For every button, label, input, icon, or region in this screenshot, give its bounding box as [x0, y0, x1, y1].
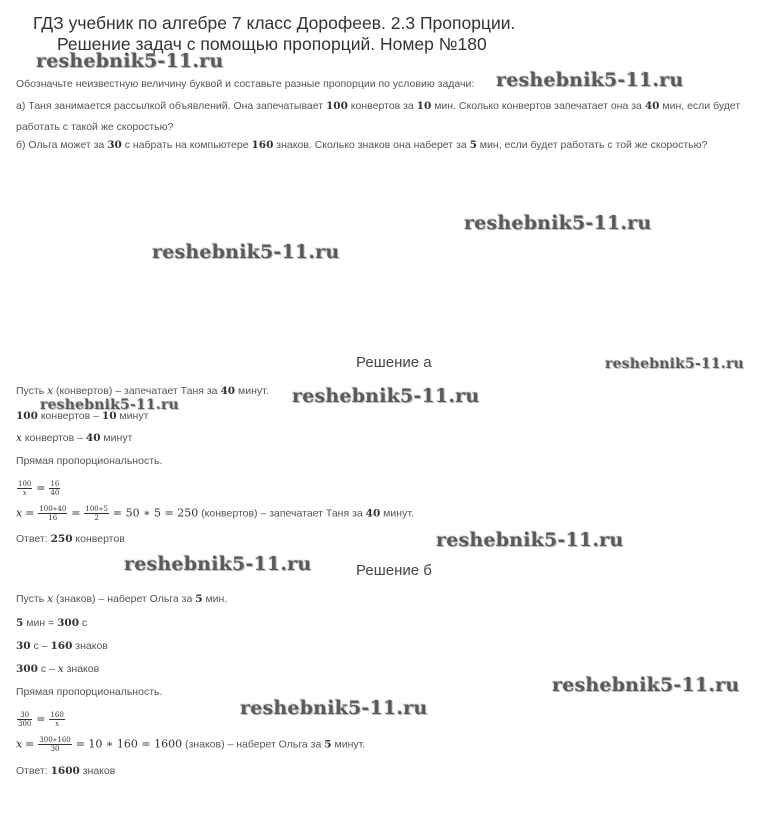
- solution-b-type: Прямая пропорциональность.: [16, 686, 163, 698]
- solution-a-row-2: x конвертов – 40 минут: [16, 432, 133, 444]
- task-intro: Обозначьте неизвестную величину буквой и составьте разные пропорции по условию задачи:: [16, 78, 475, 90]
- watermark: reshebnik5-11.ru: [36, 50, 224, 72]
- solution-b-proportion: $\frac{30}{300}$ = $\frac{160}{x}$: [18, 711, 64, 728]
- solution-b-calculation: x = $\frac{300∗160}{30}$ = 10 ∗ 160 = 1600 (знаков) – наберет Ольга за 5 минут.: [16, 736, 366, 753]
- solution-a-calculation: x = $\frac{100∗40}{16}$ = $\frac{100∗5}{2}$ = 50 ∗ 5 = 250 (конвертов) – запечатает Таня за 40 минут.: [16, 505, 414, 522]
- solution-a-answer: Ответ: 250 конвертов: [16, 533, 125, 545]
- task-b: б) Ольга может за 30 с набрать на компьютере 160 знаков. Сколько знаков она наберет за 5 мин, если будет работать с той же скоростью?: [16, 139, 708, 151]
- solution-b-row-2: 300 с – x знаков: [16, 663, 100, 675]
- solution-b-let: Пусть x (знаков) – наберет Ольга за 5 мин.: [16, 593, 228, 605]
- solution-b-answer: Ответ: 1600 знаков: [16, 765, 116, 777]
- solution-a-type: Прямая пропорциональность.: [16, 455, 163, 467]
- task-a: а) Таня занимается рассылкой объявлений. Она запечатывает 100 конвертов за 10 мин. Сколько конвертов запечатает она за 40 мин, если будет работать с такой же скоростью?: [16, 100, 741, 133]
- solution-a-heading: Решение а: [356, 354, 432, 371]
- solution-b-row-1: 30 с – 160 знаков: [16, 640, 108, 652]
- watermark: reshebnik5-11.ru: [552, 674, 740, 696]
- solution-a-row-1: 100 конвертов – 10 минут: [16, 410, 149, 422]
- watermark: reshebnik5-11.ru: [605, 356, 744, 372]
- watermark: reshebnik5-11.ru: [152, 241, 340, 263]
- watermark: reshebnik5-11.ru: [240, 697, 428, 719]
- page-title-line-2: Решение задач с помощью пропорций. Номер №180: [57, 34, 487, 54]
- watermark: reshebnik5-11.ru: [40, 397, 179, 413]
- watermark: reshebnik5-11.ru: [292, 385, 480, 407]
- watermark: reshebnik5-11.ru: [436, 529, 624, 551]
- solution-a-proportion: $\frac{100}{x}$ = $\frac{16}{40}$: [18, 480, 60, 497]
- watermark: reshebnik5-11.ru: [124, 553, 312, 575]
- watermark: reshebnik5-11.ru: [464, 212, 652, 234]
- watermark: reshebnik5-11.ru: [496, 69, 684, 91]
- solution-b-conversion: 5 мин = 300 с: [16, 617, 88, 629]
- solution-b-heading: Решение б: [356, 562, 432, 579]
- page-title-line-1: ГДЗ учебник по алгебре 7 класс Дорофеев. 2.3 Пропорции.: [33, 13, 516, 33]
- solution-a-let: Пусть x (конвертов) – запечатает Таня за 40 минут.: [16, 385, 269, 397]
